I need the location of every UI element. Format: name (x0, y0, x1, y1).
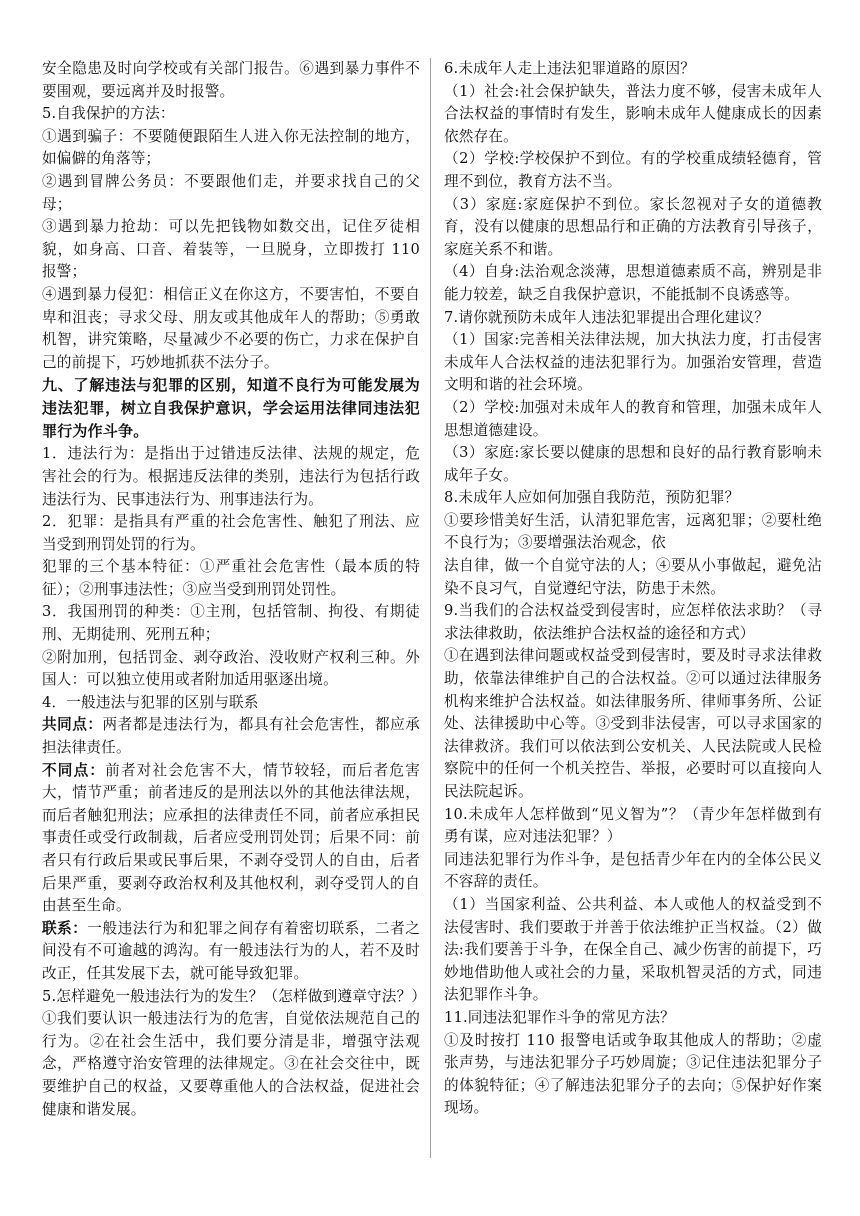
paragraph (42, 216, 420, 284)
paragraph-label: 联系： (42, 919, 88, 937)
paragraph (42, 647, 420, 692)
paragraph-text: （2）学校:加强对未成年人的教育和管理，加强未成年人思想道德建设。 (444, 398, 822, 439)
paragraph (444, 329, 822, 397)
paragraph (444, 81, 822, 149)
paragraph-text: （3）家庭:家庭保护不到位。家长忽视对子女的道德教育，没有以健康的思想品行和正确的方法教育引导孩子，家庭关系不和谐。 (444, 195, 822, 258)
paragraph-text: （3）家庭:家长要以健康的思想和良好的品行教育影响未成年子女。 (444, 444, 822, 484)
paragraph-text: （2）学校:学校保护不到位。有的学校重成绩轻德育，管理不到位，教育方法不当。 (444, 150, 822, 190)
paragraph (42, 601, 420, 646)
paragraph (42, 556, 420, 601)
paragraph (444, 1030, 822, 1120)
paragraph (444, 487, 822, 510)
paragraph-text: ①要珍惜美好生活，认清犯罪危害，远离犯罪；②要杜绝不良行为；③要增强法治观念，依 (444, 511, 822, 552)
paragraph-text: 同违法犯罪行为作斗争，是包括青少年在内的全体公民义不容辞的责任。 (444, 850, 822, 891)
paragraph-text: 前者对社会危害不大，情节较轻，而后者危害大，情节严重；前者违反的是刑法以外的其他法律法规，而后者触犯刑法；应承担的法律责任不同，前者应承担民事责任或受行政制裁，后者应受刑罚处罚；后果不同：前者只有行政后果或民事后果，不剥夺受罚人的自由，后者后果严重，要剥夺政治权利及其他权利，剥夺受罚人的自由甚至生命。 (42, 761, 420, 915)
paragraph-text: 3．我国刑罚的种类：①主刑，包括管制、拘役、有期徒刑、无期徒刑、死刑五种； (42, 603, 420, 644)
paragraph-text: 5.怎样避免一般违法行为的发生？（怎样做到遵章守法？） (42, 987, 427, 1005)
paragraph (42, 714, 420, 759)
paragraph (444, 600, 822, 645)
paragraph-text: （1）国家:完善相关法律法规，加大执法力度，打击侵害未成年人合法权益的违法犯罪行为。加强治安管理，营造文明和谐的社会环境。 (444, 331, 822, 394)
paragraph (444, 645, 822, 803)
paragraph (42, 986, 427, 1009)
paragraph-text: 6.未成年人走上违法犯罪道路的原因？ (444, 60, 696, 77)
paragraph-text: 9.当我们的合法权益受到侵害时，应怎样依法求助？（寻求法律救助，依法维护合法权益的途径和方式） (444, 602, 822, 642)
paragraph-text: （1）社会:社会保护缺失，普法力度不够，侵害未成年人合法权益的事情时有发生，影响未成年人健康成长的因素依然存在。 (444, 82, 822, 145)
paragraph-text: 7.请你就预防未成年人违法犯罪提出合理化建议？ (444, 308, 769, 326)
paragraph-text: 2．犯罪：是指具有严重的社会危害性、触犯了刑法、应当受到刑罚处罚的行为。 (42, 513, 420, 553)
paragraph (42, 126, 420, 171)
paragraph (42, 58, 420, 103)
paragraph (444, 148, 822, 193)
paragraph (42, 760, 420, 918)
paragraph (444, 555, 822, 600)
paragraph (444, 849, 822, 894)
paragraph-text: 法自律，做一个自觉守法的人；④要从小事做起，避免沾染不良习气，自觉遵纪守法，防患于未然。 (444, 557, 822, 597)
paragraph (42, 103, 420, 126)
paragraph-text: 1．违法行为：是指出于过错违反法律、法规的规定，危害社会的行为。根据违反法律的类别，违法行为包括行政违法行为、民事违法行为、刑事违法行为。 (42, 445, 420, 508)
paragraph-text: ④遇到暴力侵犯：相信正义在你这方，不要害怕，不要自卑和沮丧；寻求父母、朋友或其他成年人的帮助；⑤勇敢机智，讲究策略，尽量减少不必要的伤亡，力求在保护自己的前提下，巧妙地抓获不法分子。 (42, 285, 420, 371)
paragraph-text: 11.同违法犯罪作斗争的常见方法？ (444, 1008, 675, 1026)
column-divider (430, 58, 431, 1158)
paragraph-text: ①我们要认识一般违法行为的危害，自觉依法规范自己的行为。②在社会生活中，我们要分清是非，增强守法观念，严格遵守治安管理的法律规定。③在社会交往中，既要维护自己的权益，又要尊重他人的合法权益，促进社会健康和谐发展。 (42, 1010, 420, 1118)
paragraph (42, 284, 420, 374)
paragraph (444, 1007, 822, 1030)
paragraph-label: 共同点： (42, 716, 103, 734)
paragraph-text: ②附加刑，包括罚金、剥夺政治、没收财产权利三种。外国人：可以独立使用或者附加适用驱逐出境。 (42, 648, 420, 689)
paragraph-text: ①遇到骗子：不要随便跟陌生人进入你无法控制的地方，如偏僻的角落等； (42, 127, 420, 168)
paragraph (444, 804, 822, 849)
left-column (42, 58, 427, 1121)
paragraph (42, 1008, 420, 1121)
paragraph-text: 4．一般违法与犯罪的区别与联系 (42, 693, 259, 711)
paragraph (444, 442, 822, 487)
paragraph (42, 511, 420, 556)
paragraph (444, 194, 822, 262)
paragraph (444, 58, 822, 81)
paragraph (444, 894, 822, 1007)
paragraph (444, 510, 822, 555)
paragraph-text: 安全隐患及时向学校或有关部门报告。⑥遇到暴力事件不要围观，要远离并及时报警。 (42, 60, 420, 100)
paragraph (444, 307, 822, 330)
paragraph-text: ③遇到暴力抢劫：可以先把钱物如数交出，记住歹徒相貌，如身高、口音、着装等，一旦脱身，立即拨打 110 报警； (42, 218, 420, 281)
paragraph-text: ①在遇到法律问题或权益受到侵害时，要及时寻求法律救助，依靠法律维护自己的合法权益。②可以通过法律服务机构来维护合法权益。如法律服务所、律师事务所、公证处、法律援助中心等。③受到非法侵害，可以寻求国家的法律救济。我们可以依法到公安机关、人民法院或人民检察院中的任何一个机关控告、举报，必要时可以直接向人民法院起诉。 (444, 647, 822, 800)
paragraph (42, 918, 420, 986)
paragraph (42, 692, 420, 715)
paragraph (42, 443, 420, 511)
paragraph-text: 两者都是违法行为，都具有社会危害性，都应承担法律责任。 (42, 716, 421, 757)
paragraph (444, 397, 822, 442)
paragraph-text: ①及时按打 110 报警电话或争取其他成人的帮助；②虚张声势，与违法犯罪分子巧妙周旋；③记住违法犯罪分子的体貌特征；④了解违法犯罪分子的去向；⑤保护好作案现场。 (444, 1031, 822, 1117)
paragraph-label: 不同点： (42, 761, 106, 779)
right-column (444, 58, 822, 1120)
paragraph (444, 261, 822, 306)
paragraph-text: 5.自我保护的方法： (42, 105, 175, 123)
paragraph-text: 一般违法行为和犯罪之间存有着密切联系，二者之间没有不可逾越的鸿沟。有一般违法行为的人，若不及时改正，任其发展下去，就可能导致犯罪。 (42, 919, 420, 982)
paragraph-text: 10.未成年人怎样做到“见义智为”？（青少年怎样做到有勇有谋，应对违法犯罪？） (444, 805, 822, 846)
paragraph-text: 8.未成年人应如何加强自我防范，预防犯罪？ (444, 489, 740, 507)
paragraph-text: （4）自身:法治观念淡薄，思想道德素质不高，辨别是非能力较差，缺乏自我保护意识，不能抵制不良诱惑等。 (444, 263, 822, 303)
paragraph-text: 九、了解违法与犯罪的区别，知道不良行为可能发展为违法犯罪，树立自我保护意识，学会运用法律同违法犯罪行为作斗争。 (42, 376, 420, 441)
section-heading (42, 374, 420, 443)
paragraph (42, 171, 420, 216)
paragraph-text: （1）当国家利益、公共利益、本人或他人的权益受到不法侵害时、我们要敢于并善于依法维护正当权益。（2）做法:我们要善于斗争，在保全自己、减少伤害的前提下，巧妙地借助他人或社会的力量，采取机智灵活的方式，同违法犯罪作斗争。 (444, 895, 822, 1004)
paragraph-text: 犯罪的三个基本特征：①严重社会危害性（最本质的特征）；②刑事违法性；③应当受到刑罚处罚性。 (42, 558, 420, 598)
paragraph-text: ②遇到冒牌公务员：不要跟他们走，并要求找自己的父母； (42, 172, 420, 213)
